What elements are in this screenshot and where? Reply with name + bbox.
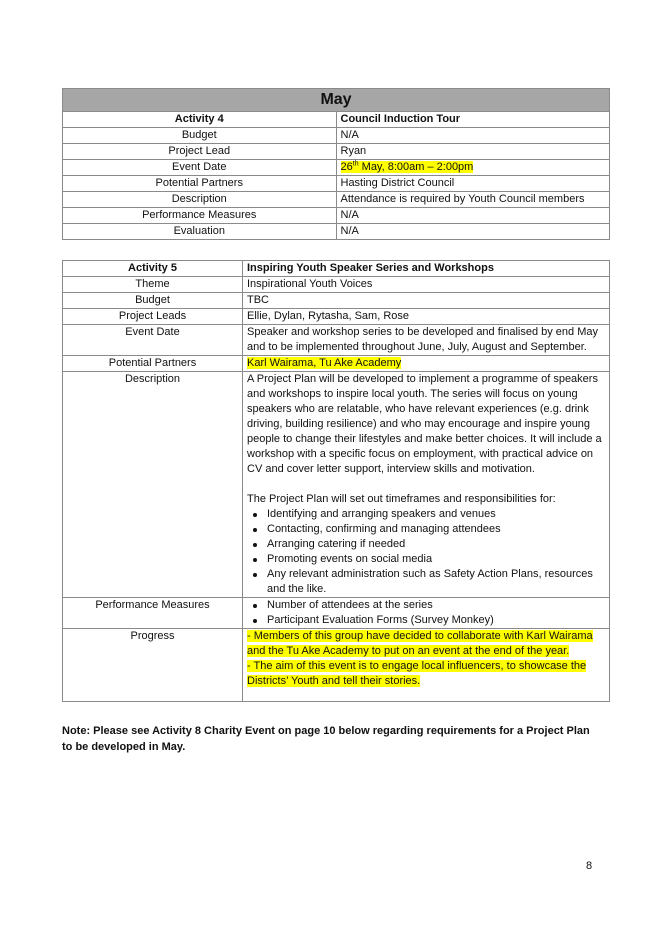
progress-cell <box>243 629 610 702</box>
row-value: N/A <box>336 208 610 224</box>
row-label: Evaluation <box>63 224 337 240</box>
row-label: Potential Partners <box>63 176 337 192</box>
progress-line-1 <box>247 629 605 659</box>
measures-cell <box>243 598 610 629</box>
row-label: Potential Partners <box>63 356 243 372</box>
table-row <box>63 277 610 293</box>
list-item: Identifying and arranging speakers and venues <box>267 507 605 522</box>
list-item: Participant Evaluation Forms (Survey Monkey) <box>267 613 605 628</box>
table-row <box>63 160 610 176</box>
description-cell <box>243 372 610 598</box>
row-label: Event Date <box>63 160 337 176</box>
progress-line-2 <box>247 659 605 689</box>
row-value: N/A <box>336 224 610 240</box>
table-row <box>63 112 610 128</box>
row-label: Performance Measures <box>63 598 243 629</box>
row-label: Project Leads <box>63 309 243 325</box>
activity-5-table <box>62 260 610 702</box>
measures-bullet-list <box>247 598 605 628</box>
row-label: Budget <box>63 128 337 144</box>
activity-5-label: Activity 5 <box>63 261 243 277</box>
note-text: Note: Please see Activity 8 Charity Event on page 10 below regarding requirements for a Project Plan to be developed in May. <box>62 725 590 753</box>
event-date-highlight <box>341 161 474 173</box>
row-value: Ellie, Dylan, Rytasha, Sam, Rose <box>243 309 610 325</box>
activity-4-label: Activity 4 <box>63 112 337 128</box>
description-bullet-list <box>247 507 605 597</box>
list-item: Contacting, confirming and managing attendees <box>267 522 605 537</box>
table-row <box>63 192 610 208</box>
activity-4-table <box>62 88 610 240</box>
list-item: Number of attendees at the series <box>267 598 605 613</box>
row-label: Description <box>63 372 243 598</box>
row-value: Speaker and workshop series to be developed and finalised by end May and to be implemented throughout June, July, August and September. <box>243 325 610 356</box>
table-row <box>63 325 610 356</box>
row-label: Budget <box>63 293 243 309</box>
activity-5-title: Inspiring Youth Speaker Series and Workshops <box>243 261 610 277</box>
paragraph-gap <box>247 477 605 492</box>
table-row <box>63 598 610 629</box>
table-row <box>63 128 610 144</box>
table-row <box>63 144 610 160</box>
row-value: N/A <box>336 128 610 144</box>
table-row <box>63 309 610 325</box>
table-row <box>63 629 610 702</box>
row-label: Project Lead <box>63 144 337 160</box>
progress-highlight-1: - Members of this group have decided to collaborate with Karl Wairama and the Tu Ake Academy to put on an event at the end of the year. <box>247 630 593 657</box>
list-item: Promoting events on social media <box>267 552 605 567</box>
event-date-day: 26 <box>340 161 353 173</box>
table-row <box>63 293 610 309</box>
row-value: TBC <box>243 293 610 309</box>
row-label: Event Date <box>63 325 243 356</box>
row-value <box>336 160 610 176</box>
row-value: Inspirational Youth Voices <box>243 277 610 293</box>
table-row <box>63 208 610 224</box>
activity-4-title: Council Induction Tour <box>336 112 610 128</box>
page-number: 8 <box>586 860 593 872</box>
row-value: Ryan <box>336 144 610 160</box>
table-row <box>63 224 610 240</box>
row-value <box>243 356 610 372</box>
row-label: Performance Measures <box>63 208 337 224</box>
row-label: Theme <box>63 277 243 293</box>
row-label: Progress <box>63 629 243 702</box>
description-paragraph: A Project Plan will be developed to implement a programme of speakers and workshops to inspire local youth. The series will focus on young speakers who are relatable, who have relevant experiences (e.g. drink driving, building resilience) and who may encourage and inspire young people to change their lifestyles and make better choices. It will include a workshop with a specific focus on employment, with practical advice on CV and cover letter support, interview skills and motivation. <box>247 373 602 475</box>
partners-highlight: Karl Wairama, Tu Ake Academy <box>247 357 402 369</box>
row-value: Attendance is required by Youth Council members <box>336 192 610 208</box>
table-row <box>63 372 610 598</box>
table-row <box>63 176 610 192</box>
list-item: Arranging catering if needed <box>267 537 605 552</box>
table-row <box>63 261 610 277</box>
progress-highlight-2: - The aim of this event is to engage local influencers, to showcase the Districts’ Youth and tell their stories. <box>247 660 587 687</box>
list-item: Any relevant administration such as Safety Action Plans, resources and the like. <box>267 567 605 597</box>
event-date-suffix: th <box>352 160 359 168</box>
event-date-rest: May, 8:00am – 2:00pm <box>358 161 474 173</box>
description-intro: The Project Plan will set out timeframes and responsibilities for: <box>247 493 556 505</box>
table-row <box>63 356 610 372</box>
month-heading: May <box>63 89 610 112</box>
row-label: Description <box>63 192 337 208</box>
row-value: Hasting District Council <box>336 176 610 192</box>
